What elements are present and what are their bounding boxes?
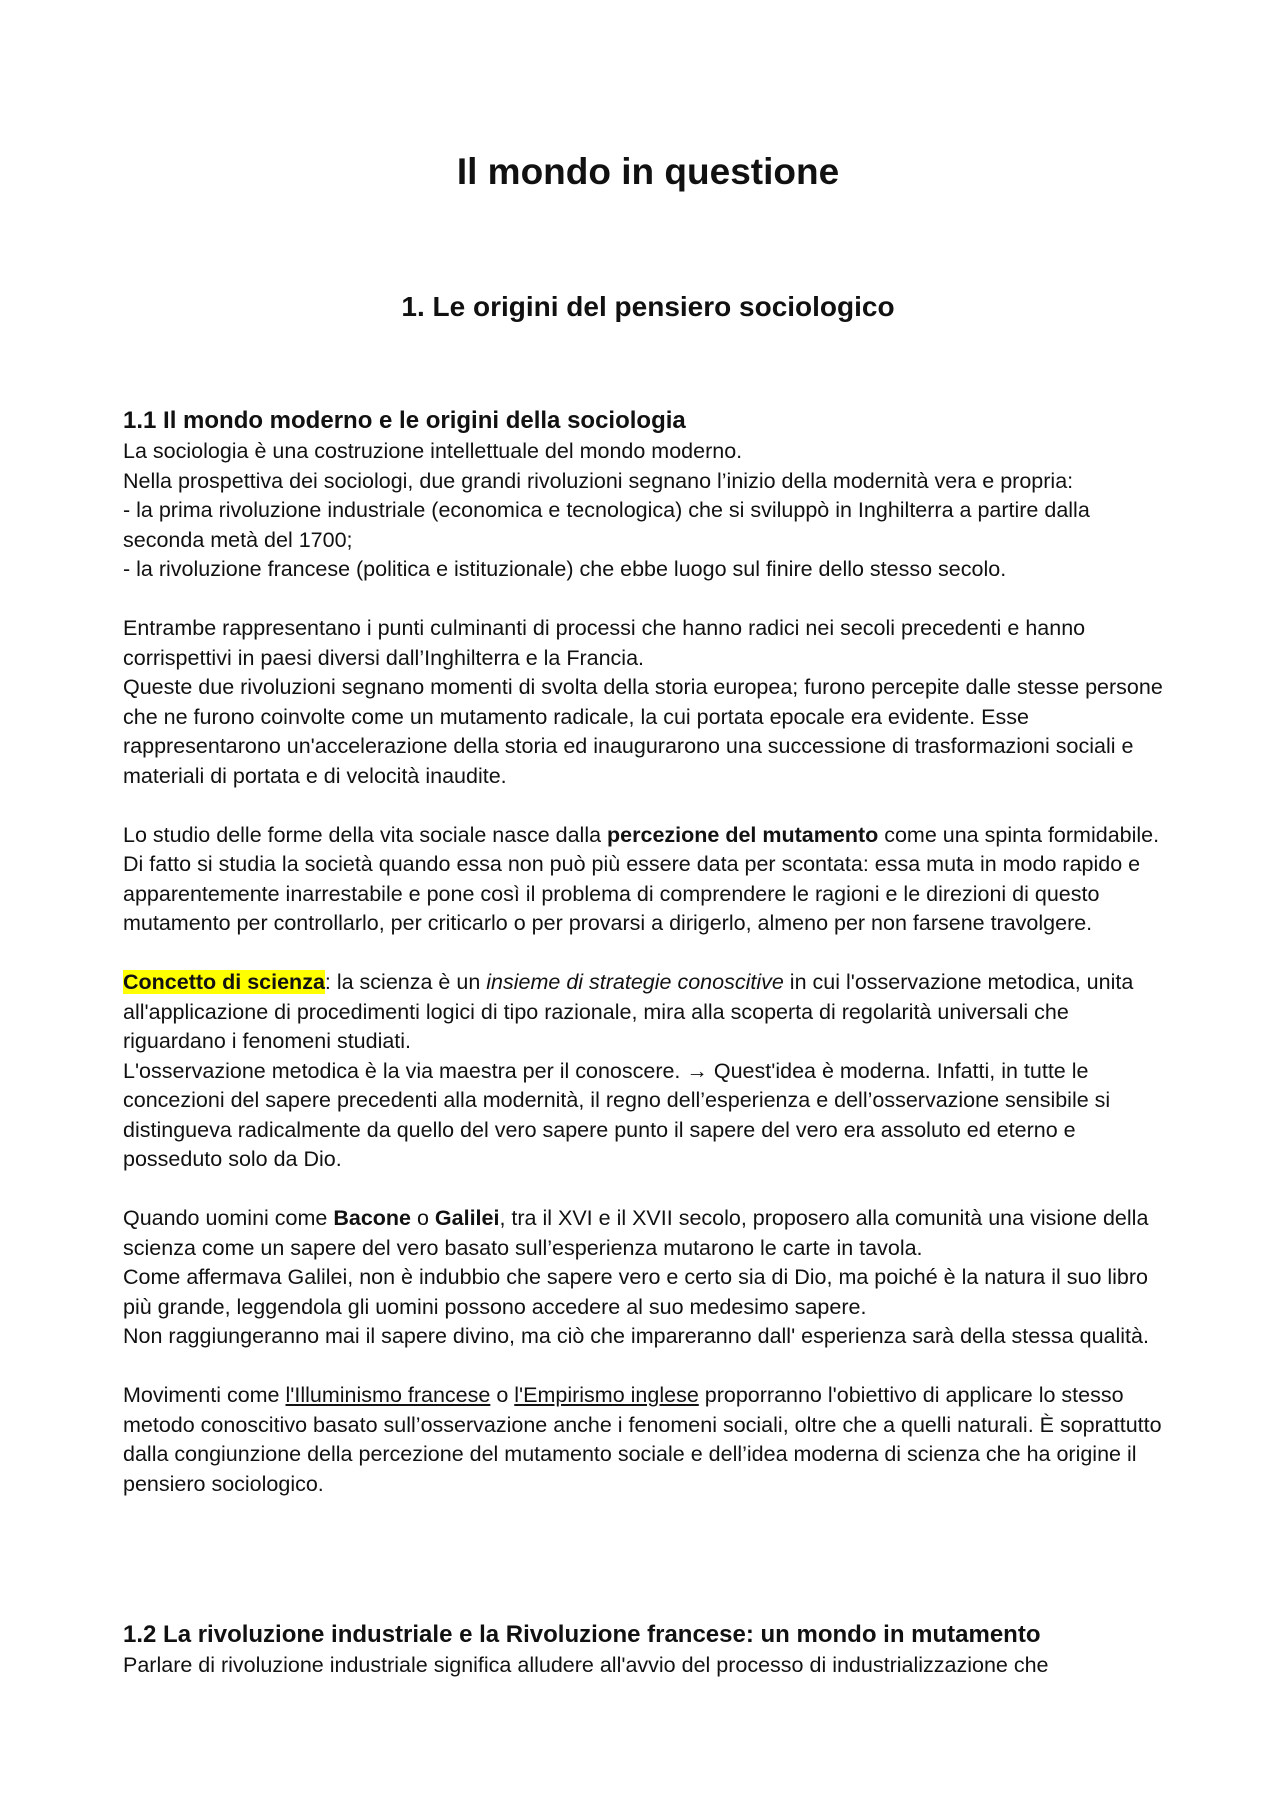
paragraph-gap: [123, 791, 1173, 821]
document-title: Il mondo in questione: [456, 151, 840, 192]
paragraph-gap: [123, 1175, 1173, 1205]
text-run: : la scienza è un: [324, 970, 487, 994]
list-item: - la prima rivoluzione industriale (economica e tecnologica) che si sviluppò in Inghilterra a partire dalla seconda metà del 1700;: [123, 498, 1090, 552]
text-run: in cui l'osservazione metodica, unita all'applicazione di procedimenti logici di tipo razionale, mira alla scoperta di regolarità universali che riguardano i fenomeni studiati.: [123, 970, 1134, 1053]
bold-name: Galilei: [434, 1206, 500, 1230]
italic-term: insieme di strategie conoscitive: [486, 970, 784, 994]
section-heading-1-2: 1.2 La rivoluzione industriale e la Rivoluzione francese: un mondo in mutamento: [123, 1621, 1041, 1648]
paragraph: [123, 821, 1173, 939]
text-run: come una spinta formidabile. Di fatto si studia la società quando essa non può più essere data per scontata: essa muta in modo rapido e apparentemente inarrestabile e pone così il problema di comprendere le ragioni e le direzioni di questo mutamento per controllarlo, per criticarlo o per provarsi a dirigerlo, almeno per non farsene travolgere.: [123, 822, 1160, 935]
text-run: L'osservazione metodica è la via maestra per il conoscere.: [123, 1058, 687, 1083]
text-run: Quest'idea è moderna. Infatti, in tutte le concezioni del sapere precedenti alla modernità, il regno dell’esperienza e dell’osservazione sensibile si distingueva radicalmente da quello del vero sapere punto il sapere del vero era assoluto ed eterno e posseduto solo da Dio.: [123, 1058, 1111, 1171]
section-heading-1-1: 1.1 Il mondo moderno e le origini della sociologia: [123, 407, 686, 434]
list-item: - la rivoluzione francese (politica e istituzionale) che ebbe luogo sul finire dello stesso secolo.: [123, 557, 1007, 581]
paragraph: La sociologia è una costruzione intellettuale del mondo moderno.: [123, 439, 743, 463]
arrow-right-icon: →: [686, 1058, 708, 1083]
text-run: Movimenti come: [123, 1383, 286, 1407]
text-run: Lo studio delle forme della vita sociale nasce dalla: [123, 822, 608, 847]
text-run: o: [411, 1206, 435, 1230]
paragraph: Non raggiungeranno mai il sapere divino, ma ciò che impareranno dall' esperienza sarà della stessa qualità.: [123, 1324, 1149, 1348]
paragraph: Parlare di rivoluzione industriale significa alludere all'avvio del processo di industrializzazione che: [123, 1653, 1049, 1677]
bold-name: Bacone: [333, 1206, 412, 1230]
text-run: o: [490, 1383, 515, 1407]
underlined-term: l'Illuminismo francese: [285, 1383, 491, 1407]
paragraph: [123, 1381, 1173, 1499]
paragraph: Queste due rivoluzioni segnano momenti di svolta della storia europea; furono percepite dalle stesse persone che ne furono coinvolte come un mutamento radicale, la cui portata epocale era evidente. Esse rappresentarono un'accelerazione della storia ed inaugurarono una successione di trasformazioni sociali e materiali di portata e di velocità inaudite.: [123, 675, 1163, 788]
paragraph-gap: [123, 585, 1173, 615]
paragraph: Come affermava Galilei, non è indubbio che sapere vero e certo sia di Dio, ma poiché è la natura il suo libro più grande, leggendola gli uomini possono accedere al suo medesimo sapere.: [123, 1265, 1148, 1319]
text-run: Quando uomini come: [123, 1206, 334, 1230]
chapter-title: 1. Le origini del pensiero sociologico: [401, 291, 895, 322]
text-run: proporranno l'obiettivo di applicare lo stesso metodo conoscitivo basato sull’osservazione anche i fenomeni sociali, oltre che a quelli naturali. È soprattutto dalla congiunzione della percezione del mutamento sociale e dell’idea moderna di scienza che ha origine il pensiero sociologico.: [123, 1383, 1162, 1496]
paragraph-gap: [123, 939, 1173, 969]
paragraph: Entrambe rappresentano i punti culminanti di processi che hanno radici nei secoli precedenti e hanno corrispettivi in paesi diversi dall’Inghilterra e la Francia.: [123, 616, 1086, 670]
paragraph: [123, 1057, 1173, 1175]
text-run: , tra il XVI e il XVII secolo, proposero alla comunità una visione della scienza come un sapere del vero basato sull’esperienza mutarono le carte in tavola.: [123, 1206, 1149, 1260]
section-1-1: [123, 405, 1173, 1499]
highlighted-term: Concetto di scienza: [123, 970, 325, 994]
bold-term: percezione del mutamento: [607, 822, 879, 847]
paragraph: Nella prospettiva dei sociologi, due grandi rivoluzioni segnano l’inizio della modernità vera e propria:: [123, 468, 1074, 493]
section-1-2: [123, 1619, 1173, 1681]
underlined-term: l'Empirismo inglese: [514, 1383, 699, 1407]
paragraph: [123, 968, 1173, 1057]
paragraph: [123, 1204, 1173, 1263]
paragraph-gap: [123, 1352, 1173, 1382]
